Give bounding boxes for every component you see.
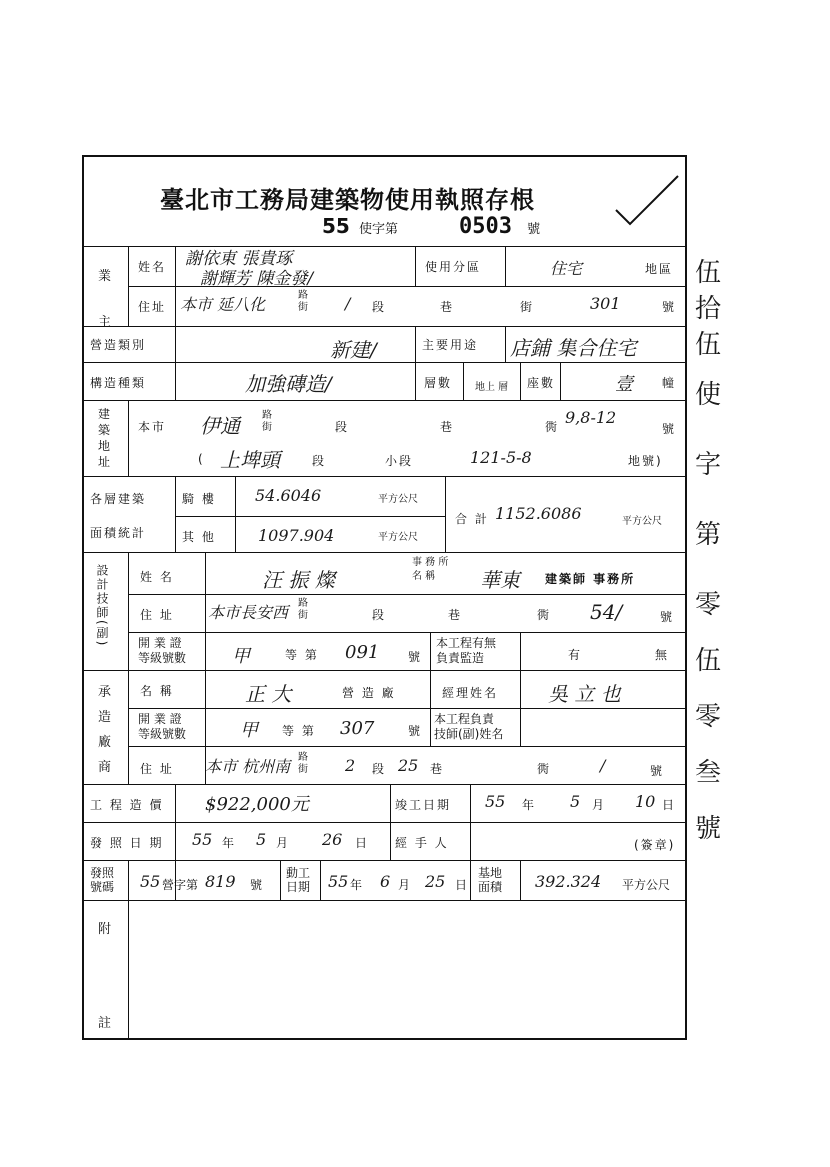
contractor-lane: 巷: [430, 762, 445, 776]
contractor-section-label: 承 造 廠 商: [98, 685, 112, 775]
site-lane: 巷: [440, 420, 455, 434]
owner-address-seg-value: /: [345, 294, 351, 313]
completion-y: 年: [522, 798, 537, 812]
area-label-1: 各層建築: [90, 492, 147, 506]
owner-address-no: 301: [590, 294, 621, 313]
structure-label: 構造種類: [90, 376, 147, 390]
contractor-license-label: 開 業 證 等級號數: [138, 712, 187, 741]
permit-prefix: 使字第: [358, 222, 398, 237]
area-label-2: 面積統計: [90, 526, 147, 540]
cost-value: $922,000元: [205, 794, 309, 815]
owner-address-no-suffix: 號: [662, 300, 677, 314]
handler-stamp: (簽章): [634, 838, 676, 852]
designer-office-label: 事 務 所 名 稱: [412, 557, 449, 582]
designer-license-label: 開 業 證 等級號數: [138, 636, 187, 665]
construction-type-label: 營造類別: [90, 338, 147, 352]
owner-name-label: 姓名: [138, 260, 167, 274]
start-day: 25: [425, 872, 446, 891]
issue-d: 日: [355, 836, 370, 850]
build-permit-prefix: 營字第: [162, 878, 199, 892]
contractor-license-suffix: 號: [408, 724, 423, 738]
site-house-suffix: 號: [662, 422, 677, 436]
zoning-value: 住宅: [550, 259, 583, 278]
permit-form: [82, 155, 687, 1040]
completion-label: 竣工日期: [395, 798, 452, 812]
site-landsec-prefix: (: [198, 452, 205, 466]
floors-value: 地上 層: [475, 382, 509, 393]
contractor-manager-label: 經理姓名: [442, 686, 499, 700]
zoning-unit: 地區: [645, 262, 674, 276]
designer-supervise-label: 本工程有無 負責監造: [436, 636, 497, 665]
designer-license-mid: 等 第: [285, 648, 319, 662]
site-city: 本市: [138, 420, 167, 434]
start-d: 日: [455, 878, 468, 892]
designer-no-suffix: 號: [660, 610, 675, 624]
designer-road-unit: 路 街: [298, 598, 308, 621]
zoning-label: 使用分區: [425, 260, 482, 274]
completion-m: 月: [592, 798, 607, 812]
designer-supervise-yes: 有: [568, 648, 583, 662]
build-permit-year: 55: [140, 872, 161, 891]
build-permit-suffix: 號: [250, 878, 263, 892]
designer-alley: 衖: [537, 608, 552, 622]
contractor-license-no: 307: [340, 718, 375, 739]
owner-section-label: 業 主: [98, 269, 112, 330]
other-unit: 平方公尺: [378, 532, 418, 543]
owner-names-2: 謝輝芳 陳金發/: [200, 269, 314, 289]
designer-name: 汪 振 燦: [262, 568, 335, 592]
build-permit-label: 發照 號碼: [90, 866, 115, 894]
site-lot: 121-5-8: [470, 448, 532, 467]
designer-section-label: 設計技師(副): [95, 564, 109, 648]
permit-number: 0503: [459, 214, 513, 239]
margin-stamp: 伍 拾 伍 使 字 第 零 伍 零 叁 號: [694, 258, 721, 844]
contractor-lane-value: 25: [398, 756, 419, 775]
site-alley: 衖: [545, 420, 560, 434]
arcade-label: 騎 樓: [182, 492, 216, 506]
remarks-label-top: 附: [98, 922, 114, 937]
arcade-value: 54.6046: [255, 486, 322, 505]
total-label: 合 計: [455, 512, 489, 526]
cost-label: 工 程 造 價: [90, 798, 164, 812]
other-label: 其 他: [182, 530, 216, 544]
issue-day: 26: [322, 830, 343, 849]
completion-day: 10: [635, 792, 656, 811]
site-subsec: 小段: [385, 454, 414, 468]
contractor-no-suffix: 號: [650, 764, 665, 778]
designer-name-label: 姓 名: [140, 570, 174, 584]
site-seg: 段: [335, 420, 350, 434]
contractor-name-label: 名 稱: [140, 684, 174, 698]
buildings-value: 壹: [615, 374, 633, 395]
structure-value: 加強磚造/: [245, 372, 332, 396]
issue-month: 5: [256, 830, 267, 849]
total-unit: 平方公尺: [622, 516, 662, 527]
owner-road-unit: 路 街: [298, 290, 308, 313]
completion-d: 日: [662, 798, 677, 812]
contractor-tech-label: 本工程負責 技師(副)姓名: [434, 712, 504, 741]
contractor-manager: 吳 立 也: [548, 682, 621, 706]
owner-address-city: 本市 延八化: [180, 295, 266, 314]
site-section-label: 建 築 地 址: [98, 407, 111, 469]
owner-address-alley: 街: [520, 300, 535, 314]
completion-year: 55: [485, 792, 506, 811]
designer-lane: 巷: [448, 608, 463, 622]
start-y: 年: [350, 878, 363, 892]
contractor-name-suffix: 營 造 廠: [342, 686, 396, 700]
site-landsec-unit: 段: [312, 454, 327, 468]
start-month: 6: [380, 872, 391, 891]
site-area-unit: 平方公尺: [622, 878, 671, 892]
start-year: 55: [328, 872, 349, 891]
arcade-unit: 平方公尺: [378, 494, 418, 505]
handler-label: 經 手 人: [395, 836, 449, 850]
total-value: 1152.6086: [495, 504, 582, 523]
start-date-label: 動工 日期: [286, 866, 311, 894]
designer-license-suffix: 號: [408, 650, 423, 664]
site-landsec: 上埤頭: [220, 448, 280, 472]
page-title: 臺北市工務局建築物使用執照存根: [160, 185, 535, 214]
main-use-value: 店鋪 集合住宅: [510, 336, 637, 360]
completion-month: 5: [570, 792, 581, 811]
contractor-no-value: /: [600, 756, 606, 775]
designer-license-no: 091: [345, 642, 380, 663]
contractor-address-label: 住 址: [140, 762, 174, 776]
issue-date-label: 發 照 日 期: [90, 836, 164, 850]
other-value: 1097.904: [258, 526, 335, 545]
owner-address-label: 住址: [138, 300, 167, 314]
designer-no: 54/: [590, 600, 623, 624]
contractor-seg: 段: [372, 762, 387, 776]
permit-suffix: 號: [527, 222, 541, 237]
site-house-no: 9,8-12: [565, 408, 617, 427]
build-permit-no: 819: [205, 872, 236, 891]
designer-address-label: 住 址: [140, 608, 174, 622]
designer-office: 華東: [480, 568, 520, 592]
contractor-license-grade: 甲: [240, 720, 258, 741]
owner-names-1: 謝依東 張貴琢: [185, 249, 293, 269]
contractor-road-unit: 路 街: [298, 752, 308, 775]
issue-m: 月: [276, 836, 291, 850]
designer-address: 本市長安西: [208, 603, 289, 622]
designer-office-suffix: 建築師 事務所: [545, 572, 636, 586]
site-road: 伊通: [200, 414, 240, 438]
permit-year: 55: [322, 214, 350, 238]
remarks-label-bottom: 註: [98, 1016, 114, 1031]
contractor-license-mid: 等 第: [282, 724, 316, 738]
buildings-unit: 幢: [662, 376, 677, 390]
owner-address-lane: 巷: [440, 300, 455, 314]
issue-y: 年: [222, 836, 237, 850]
site-road-unit: 路 街: [262, 410, 272, 433]
contractor-seg-value: 2: [345, 756, 356, 775]
buildings-label: 座數: [527, 376, 556, 390]
site-area-label: 基地 面積: [478, 866, 503, 894]
construction-type-value: 新建/: [330, 338, 377, 362]
contractor-address: 本市 杭州南: [205, 757, 291, 776]
floors-label: 層數: [424, 376, 453, 390]
contractor-alley: 衖: [537, 762, 552, 776]
main-use-label: 主要用途: [422, 338, 479, 352]
site-area-value: 392.324: [535, 872, 602, 891]
site-lot-unit: 地號): [628, 454, 663, 468]
designer-license-grade: 甲: [232, 646, 250, 667]
issue-year: 55: [192, 830, 213, 849]
contractor-name: 正 大: [245, 682, 292, 706]
start-m: 月: [398, 878, 411, 892]
owner-address-seg: 段: [372, 300, 387, 314]
designer-supervise-no: 無: [655, 648, 670, 662]
designer-seg: 段: [372, 608, 387, 622]
